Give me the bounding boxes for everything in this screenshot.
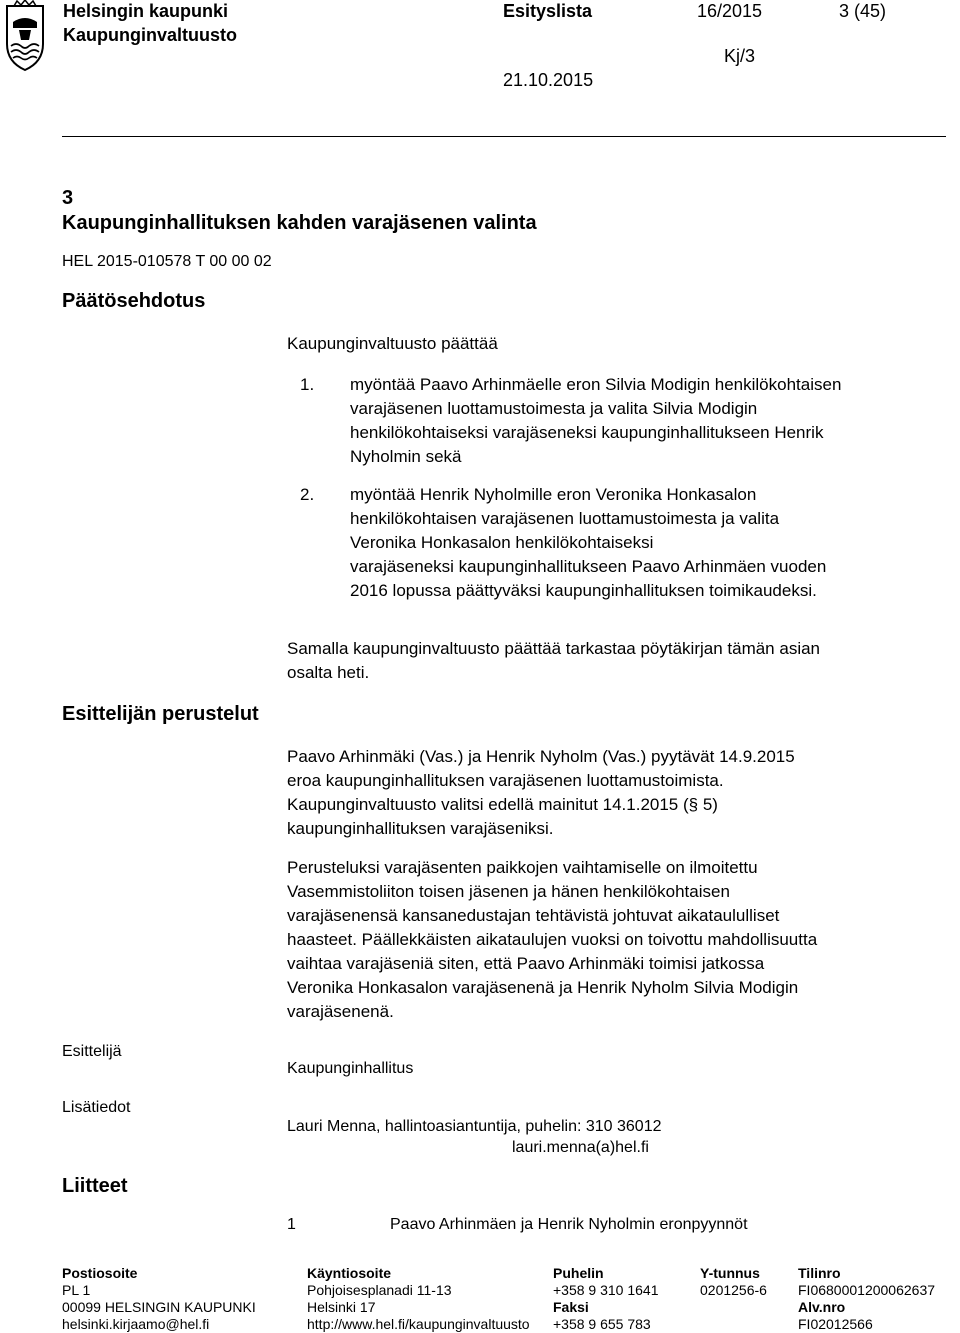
reasoning-line: Vasemmistoliiton toisen jäsenen ja hänen henkilökohtaisen xyxy=(287,882,730,901)
footer-ytunnus-heading: Y-tunnus xyxy=(700,1265,760,1281)
doc-type: Esityslista xyxy=(503,1,593,21)
reasoning-line: vaihtaa varajäseniä siten, että Paavo Arhinmäki toimisi jatkossa xyxy=(287,954,765,973)
helsinki-crest-icon xyxy=(4,0,46,72)
presenter-label: Esittelijä xyxy=(62,1043,122,1060)
footer-vat-value: FI02012566 xyxy=(798,1316,873,1332)
reasoning-line: varajäsenenä. xyxy=(287,1002,394,1021)
point-1-line: varajäsenen luottamustoimesta ja valita Silvia Modigin xyxy=(350,399,758,418)
point-2-number: 2. xyxy=(300,485,315,504)
reasoning-line: kaupunginhallituksen varajäseniksi. xyxy=(287,819,554,838)
footer-email-link[interactable]: helsinki.kirjaamo@hel.fi xyxy=(62,1316,210,1332)
point-1-line: myöntää Paavo Arhinmäelle eron Silvia Modigin henkilökohtaisen xyxy=(350,375,842,394)
record-id: HEL 2015-010578 T 00 00 02 xyxy=(62,253,272,270)
footer-phone-heading: Puhelin xyxy=(553,1265,604,1281)
point-1-text xyxy=(350,373,841,469)
footer-postal xyxy=(62,1265,256,1333)
attachments-heading: Liitteet xyxy=(62,1175,128,1197)
org-name: Helsingin kaupunki xyxy=(63,1,229,21)
reasoning-line: Kaupunginvaltuusto valitsi edellä mainitut 14.1.2015 (§ 5) xyxy=(287,795,718,814)
proposal-additional xyxy=(287,637,820,685)
footer-ytunnus-value: 0201256-6 xyxy=(700,1282,767,1298)
reasoning-line: Perusteluksi varajäsenten paikkojen vaihtamiselle on ilmoitettu xyxy=(287,858,758,877)
footer-postal-line: PL 1 xyxy=(62,1282,91,1298)
proposal-heading: Päätösehdotus xyxy=(62,290,206,312)
page-number: 3 (45) xyxy=(839,1,887,21)
footer-visit-line: Pohjoisesplanadi 11-13 xyxy=(307,1282,452,1298)
point-2-line: Veronika Honkasalon henkilökohtaiseksi xyxy=(350,533,654,552)
info-label: Lisätiedot xyxy=(62,1099,131,1116)
footer-fax-number: +358 9 655 783 xyxy=(553,1316,651,1332)
item-title: Kaupunginhallituksen kahden varajäsenen valinta xyxy=(62,212,537,234)
body-name: Kaupunginvaltuusto xyxy=(63,25,237,45)
reasoning-paragraph-2 xyxy=(287,856,817,1024)
point-2-line: 2016 lopussa päättyväksi kaupunginhallituksen toimikaudeksi. xyxy=(350,581,817,600)
attachment-title[interactable]: Paavo Arhinmäen ja Henrik Nyholmin eronpyynnöt xyxy=(390,1216,748,1233)
point-2-text xyxy=(350,483,826,603)
footer-postal-heading: Postiosoite xyxy=(62,1265,138,1281)
footer-fax-label: Faksi xyxy=(553,1299,589,1315)
item-number: 3 xyxy=(62,187,74,209)
footer-account-heading: Tilinro xyxy=(798,1265,841,1281)
footer-account xyxy=(798,1265,935,1333)
issue-number: 16/2015 xyxy=(697,1,763,21)
point-2-line: myöntää Henrik Nyholmille eron Veronika Honkasalon xyxy=(350,485,757,504)
attachment-number: 1 xyxy=(287,1216,296,1233)
reasoning-line: haasteet. Päällekkäisten aikataulujen vuoksi on toivottu mahdollisuutta xyxy=(287,930,818,949)
footer-visit xyxy=(307,1265,530,1333)
header-divider xyxy=(62,136,946,137)
point-2-line: henkilökohtaisen varajäsenen luottamustoimesta ja valita xyxy=(350,509,780,528)
point-1-line: henkilökohtaiseksi varajäseneksi kaupunginhallitukseen Henrik xyxy=(350,423,824,442)
reasoning-line: Veronika Honkasalon varajäsenenä ja Henrik Nyholm Silvia Modigin xyxy=(287,978,799,997)
document-date: 21.10.2015 xyxy=(503,70,594,90)
point-1-line: Nyholmin sekä xyxy=(350,447,462,466)
footer-account-value: FI0680001200062637 xyxy=(798,1282,936,1298)
reasoning-line: varajäsenensä kansanedustajan tehtävistä johtuvat aikataululliset xyxy=(287,906,780,925)
proposal-lead: Kaupunginvaltuusto päättää xyxy=(287,334,498,353)
additional-line: osalta heti. xyxy=(287,663,370,682)
reasoning-line: eroa kaupunginhallituksen varajäsenen luottamustoimista. xyxy=(287,771,724,790)
info-contact: Lauri Menna, hallintoasiantuntija, puhelin: 310 36012 xyxy=(287,1118,662,1135)
footer-phone xyxy=(553,1265,659,1333)
reasoning-paragraph-1 xyxy=(287,745,795,841)
footer-visit-heading: Käyntiosoite xyxy=(307,1265,392,1281)
footer-phone-number: +358 9 310 1641 xyxy=(553,1282,659,1298)
reference-code: Kj/3 xyxy=(724,46,756,66)
additional-line: Samalla kaupunginvaltuusto päättää tarkastaa pöytäkirjan tämän asian xyxy=(287,639,821,658)
presenter-value: Kaupunginhallitus xyxy=(287,1060,414,1077)
footer-ytunnus xyxy=(700,1265,767,1299)
info-email[interactable]: lauri.menna(a)hel.fi xyxy=(512,1139,649,1156)
footer-vat-label: Alv.nro xyxy=(798,1299,846,1315)
reasoning-heading: Esittelijän perustelut xyxy=(62,703,259,725)
footer-postal-line: 00099 HELSINGIN KAUPUNKI xyxy=(62,1299,256,1315)
point-1-number: 1. xyxy=(300,375,315,394)
footer-visit-line: Helsinki 17 xyxy=(307,1299,376,1315)
point-2-line: varajäseneksi kaupunginhallitukseen Paavo Arhinmäen vuoden xyxy=(350,557,827,576)
footer-website-link[interactable]: http://www.hel.fi/kaupunginvaltuusto xyxy=(307,1316,530,1332)
reasoning-line: Paavo Arhinmäki (Vas.) ja Henrik Nyholm (Vas.) pyytävät 14.9.2015 xyxy=(287,747,795,766)
